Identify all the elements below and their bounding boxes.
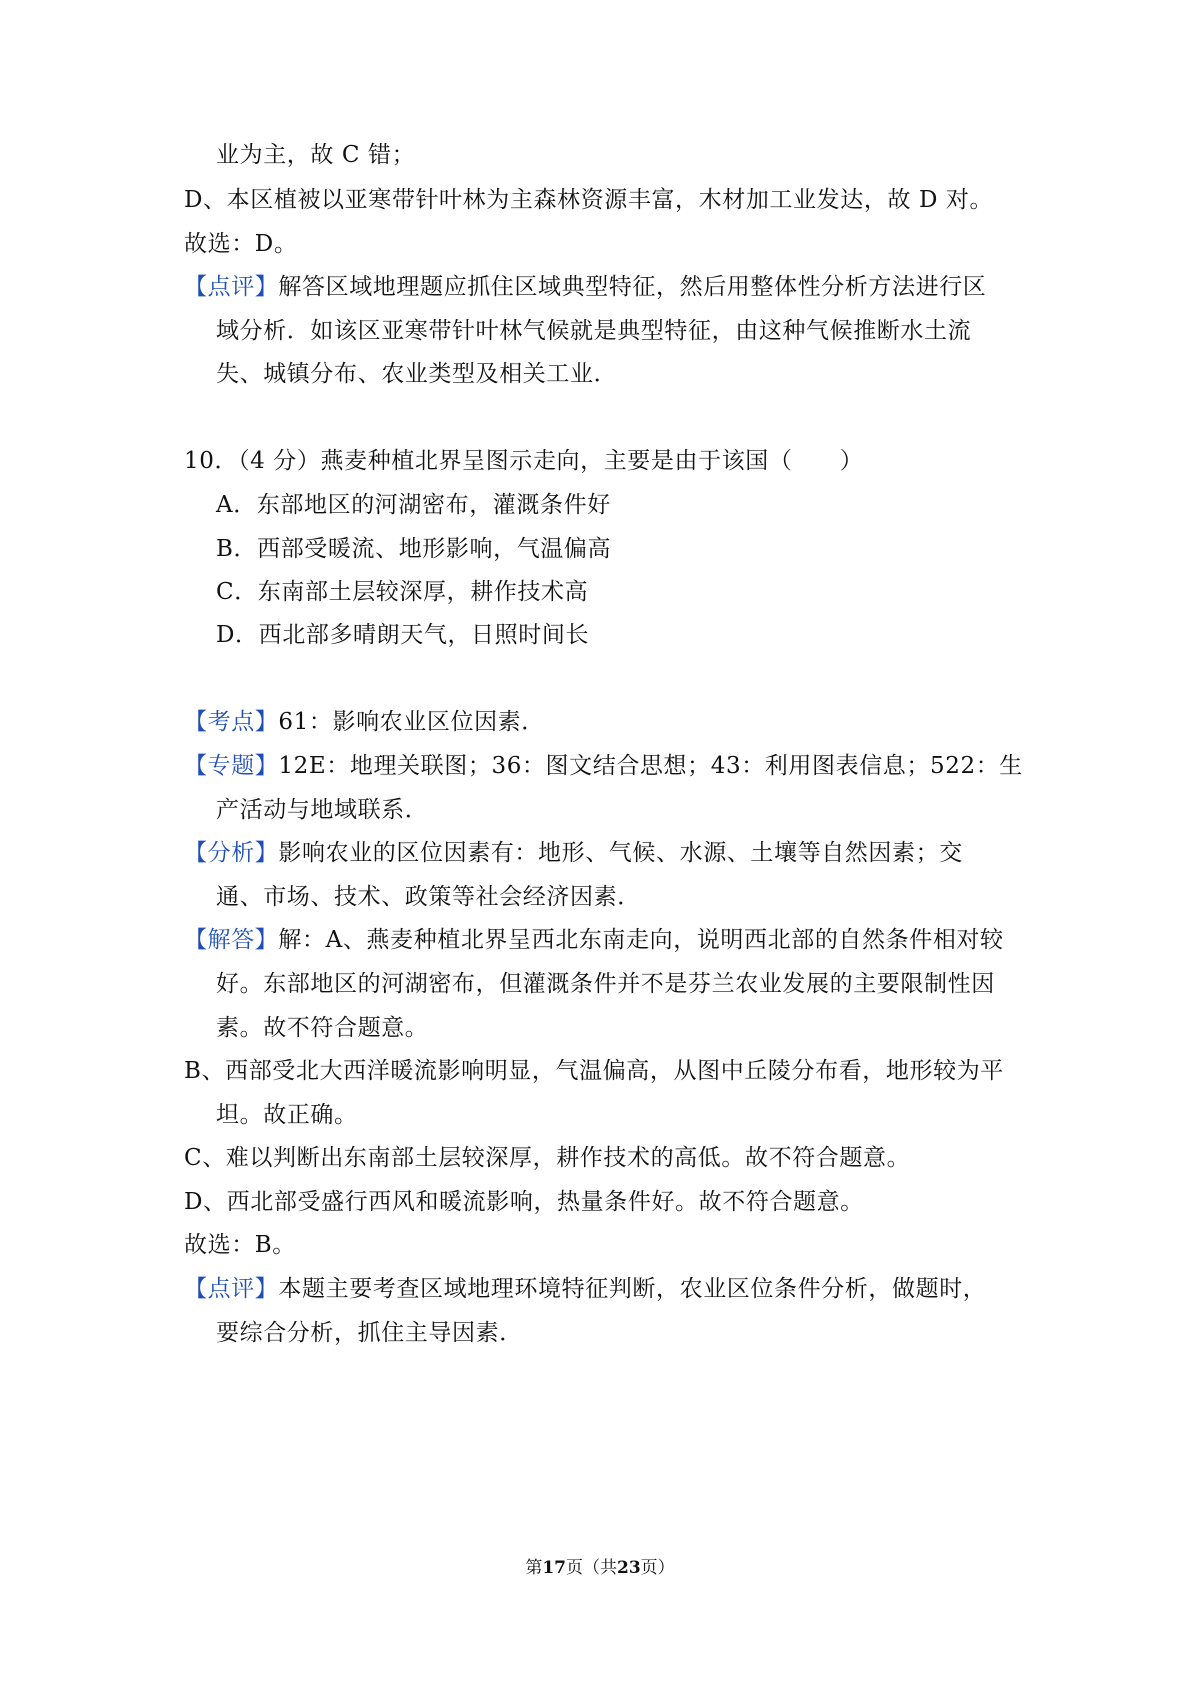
final-answer: 故选：B。 bbox=[184, 1232, 296, 1258]
review2-line-1 bbox=[184, 1273, 1044, 1305]
jieda-tag: 【解答】 bbox=[184, 927, 279, 953]
jieda-line-1 bbox=[184, 924, 1044, 956]
jieda-line-2: 好。东部地区的河湖密布，但灌溉条件并不是芬兰农业发展的主要限制性因 bbox=[216, 971, 995, 997]
footer-prefix: 第 bbox=[525, 1558, 543, 1578]
footer-middle: 页（共 bbox=[566, 1558, 617, 1578]
option-b-explanation-1: B、西部受北大西洋暖流影响明显，气温偏高，从图中丘陵分布看，地形较为平 bbox=[184, 1058, 1004, 1084]
review-line-1 bbox=[184, 271, 1044, 303]
option-c-explanation: C、难以判断出东南部土层较深厚，耕作技术的高低。故不符合题意。 bbox=[184, 1145, 911, 1171]
fenxi-line-2: 通、市场、技术、政策等社会经济因素． bbox=[216, 884, 641, 910]
review2-text: 本题主要考查区域地理环境特征判断，农业区位条件分析，做题时， bbox=[278, 1276, 987, 1302]
option-b-explanation-2: 坦。故正确。 bbox=[216, 1102, 358, 1128]
kaodian-line bbox=[184, 706, 1044, 738]
fenxi-text: 影响农业的区位因素有：地形、气候、水源、土壤等自然因素；交 bbox=[278, 840, 963, 866]
review2-line-2: 要综合分析，抓住主导因素． bbox=[216, 1320, 523, 1346]
zhuanti-line-1 bbox=[184, 750, 1044, 782]
question-option-d: D．西北部多晴朗天气，日照时间长 bbox=[216, 622, 590, 648]
page-footer bbox=[0, 1556, 1200, 1580]
fenxi-line-1 bbox=[184, 837, 1044, 869]
answer-line: 故选：D。 bbox=[184, 231, 298, 257]
kaodian-tag: 【考点】 bbox=[184, 709, 279, 735]
question-stem: 10．（4 分）燕麦种植北界呈图示走向，主要是由于该国（ ） bbox=[184, 448, 864, 474]
question-option-b: B．西部受暖流、地形影响，气温偏高 bbox=[216, 536, 612, 562]
review-text: 解答区域地理题应抓住区域典型特征，然后用整体性分析方法进行区 bbox=[278, 274, 987, 300]
question-option-c: C．东南部土层较深厚，耕作技术高 bbox=[216, 579, 589, 605]
jieda-line-3: 素。故不符合题意。 bbox=[216, 1015, 429, 1041]
zhuanti-text: 12E：地理关联图；36：图文结合思想；43：利用图表信息；522：生 bbox=[278, 753, 1023, 779]
question-option-a: A．东部地区的河湖密布，灌溉条件好 bbox=[216, 492, 611, 518]
review-tag: 【点评】 bbox=[184, 274, 279, 300]
fenxi-tag: 【分析】 bbox=[184, 840, 279, 866]
zhuanti-line-2: 产活动与地域联系． bbox=[216, 797, 429, 823]
option-d-explanation-2: D、西北部受盛行西风和暖流影响，热量条件好。故不符合题意。 bbox=[184, 1189, 864, 1215]
footer-suffix: 页） bbox=[640, 1558, 675, 1578]
footer-page-number: 17 bbox=[542, 1558, 566, 1578]
footer-total-pages: 23 bbox=[617, 1558, 641, 1578]
option-c-continuation: 业为主，故 C 错； bbox=[216, 142, 416, 168]
review2-tag: 【点评】 bbox=[184, 1276, 279, 1302]
zhuanti-tag: 【专题】 bbox=[184, 753, 279, 779]
option-d-explanation: D、本区植被以亚寒带针叶林为主森林资源丰富，木材加工业发达，故 D 对。 bbox=[184, 187, 994, 213]
review-line-3: 失、城镇分布、农业类型及相关工业． bbox=[216, 361, 618, 387]
jieda-text: 解：A、燕麦种植北界呈西北东南走向，说明西北部的自然条件相对较 bbox=[278, 927, 1004, 953]
kaodian-text: 61：影响农业区位因素． bbox=[278, 709, 545, 735]
review-line-2: 域分析．如该区亚寒带针叶林气候就是典型特征，由这种气候推断水土流 bbox=[216, 318, 972, 344]
